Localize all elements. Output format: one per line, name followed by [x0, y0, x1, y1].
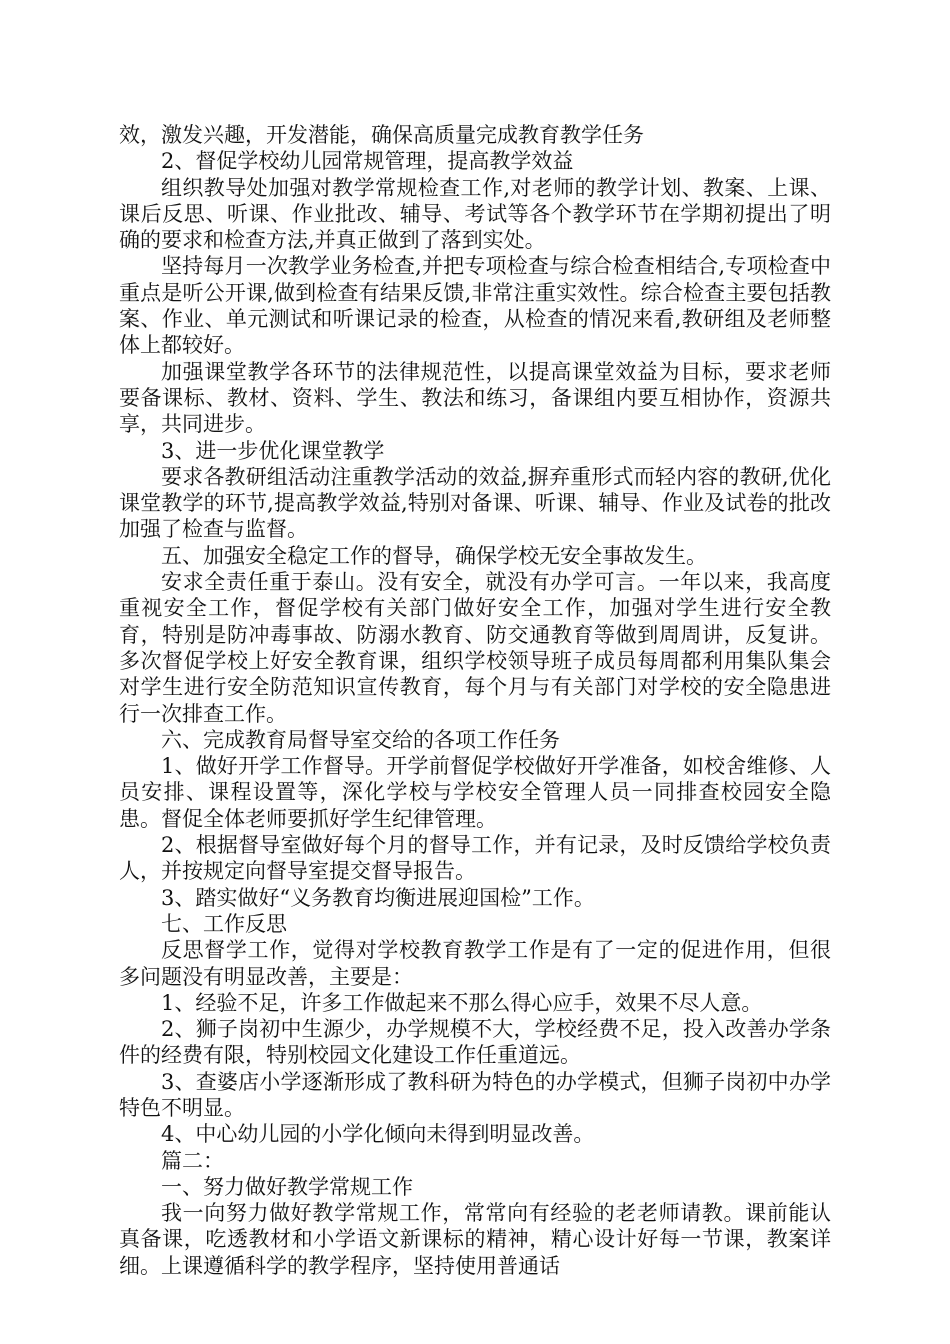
paragraph: 3、查婆店小学逐渐形成了教科研为特色的办学模式，但狮子岗初中办学特色不明显。: [119, 1069, 831, 1120]
paragraph: 2、督促学校幼儿园常规管理，提高教学效益: [161, 149, 574, 174]
paragraph: 组织教导处加强对教学常规检查工作,对老师的教学计划、教案、上课、课后反思、听课、作业批改、辅导、考试等各个教学环节在学期初提出了明确的要求和检查方法,并真正做到了落到实处。: [119, 175, 831, 253]
paragraph: 安求全责任重于泰山。没有安全，就没有办学可言。一年以来，我高度重视安全工作，督促学校有关部门做好安全工作，加强对学生进行安全教育，特别是防冲毒事故、防溺水教育、防交通教育等做到周周讲，反复讲。多次督促学校上好安全教育课，组织学校领导班子成员每周都利用集队集会对学生进行安全防范知识宣传教育，每个月与有关部门对学校的安全隐患进行一次排查工作。: [119, 570, 831, 726]
paragraph: 坚持每月一次教学业务检查,并把专项检查与综合检查相结合,专项检查中重点是听公开课,做到检查有结果反馈,非常注重实效性。综合检查主要包括教案、作业、单元测试和听课记录的检查，从检查的情况来看,教研组及老师整体上都较好。: [119, 254, 831, 358]
section-heading: 七、工作反思: [161, 911, 287, 936]
paragraph: 1、做好开学工作督导。开学前督促学校做好开学准备，如校舍维修、人员安排、课程设置等，深化学校与学校安全管理人员一同排查校园安全隐患。督促全体老师要抓好学生纪律管理。: [119, 754, 831, 831]
paragraph: 反思督学工作，觉得对学校教育教学工作是有了一定的促进作用，但很多问题没有明显改善，主要是：: [119, 938, 831, 989]
part-heading: 篇二：: [161, 1148, 224, 1173]
paragraph: 2、根据督导室做好每个月的督导工作，并有记录，及时反馈给学校负责人，并按规定向督导室提交督导报告。: [119, 833, 831, 884]
paragraph: 3、踏实做好“义务教育均衡进展迎国检”工作。: [161, 885, 595, 910]
paragraph: 效，激发兴趣，开发潜能，确保高质量完成教育教学任务: [119, 123, 644, 147]
paragraph: 2、狮子岗初中生源少，办学规模不大，学校经费不足，投入改善办学条件的经费有限，特别校园文化建设工作任重道远。: [119, 1017, 831, 1068]
section-heading: 五、加强安全稳定工作的督导，确保学校无安全事故发生。: [161, 543, 707, 568]
paragraph: 要求各教研组活动注重教学活动的效益,摒弃重形式而轻内容的教研,优化课堂教学的环节,提高教学效益,特别对备课、听课、辅导、作业及试卷的批改加强了检查与监督。: [119, 464, 831, 542]
section-heading: 六、完成教育局督导室交给的各项工作任务: [161, 727, 560, 752]
section-heading: 一、努力做好教学常规工作: [161, 1174, 413, 1199]
document-body: [119, 122, 831, 1279]
paragraph: 1、经验不足，许多工作做起来不那么得心应手，效果不尽人意。: [161, 990, 763, 1015]
paragraph: 4、中心幼儿园的小学化倾向未得到明显改善。: [161, 1122, 595, 1147]
paragraph: 加强课堂教学各环节的法律规范性，以提高课堂效益为目标，要求老师要备课标、教材、资料、学生、教法和练习，备课组内要互相协作，资源共享，共同进步。: [119, 359, 831, 437]
paragraph: 我一向努力做好教学常规工作，常常向有经验的老老师请教。课前能认真备课，吃透教材和小学语文新课标的精神，精心设计好每一节课，教案详细。上课遵循科学的教学程序，坚持使用普通话: [119, 1201, 831, 1278]
section-heading: 3、进一步优化课堂教学: [161, 438, 385, 463]
